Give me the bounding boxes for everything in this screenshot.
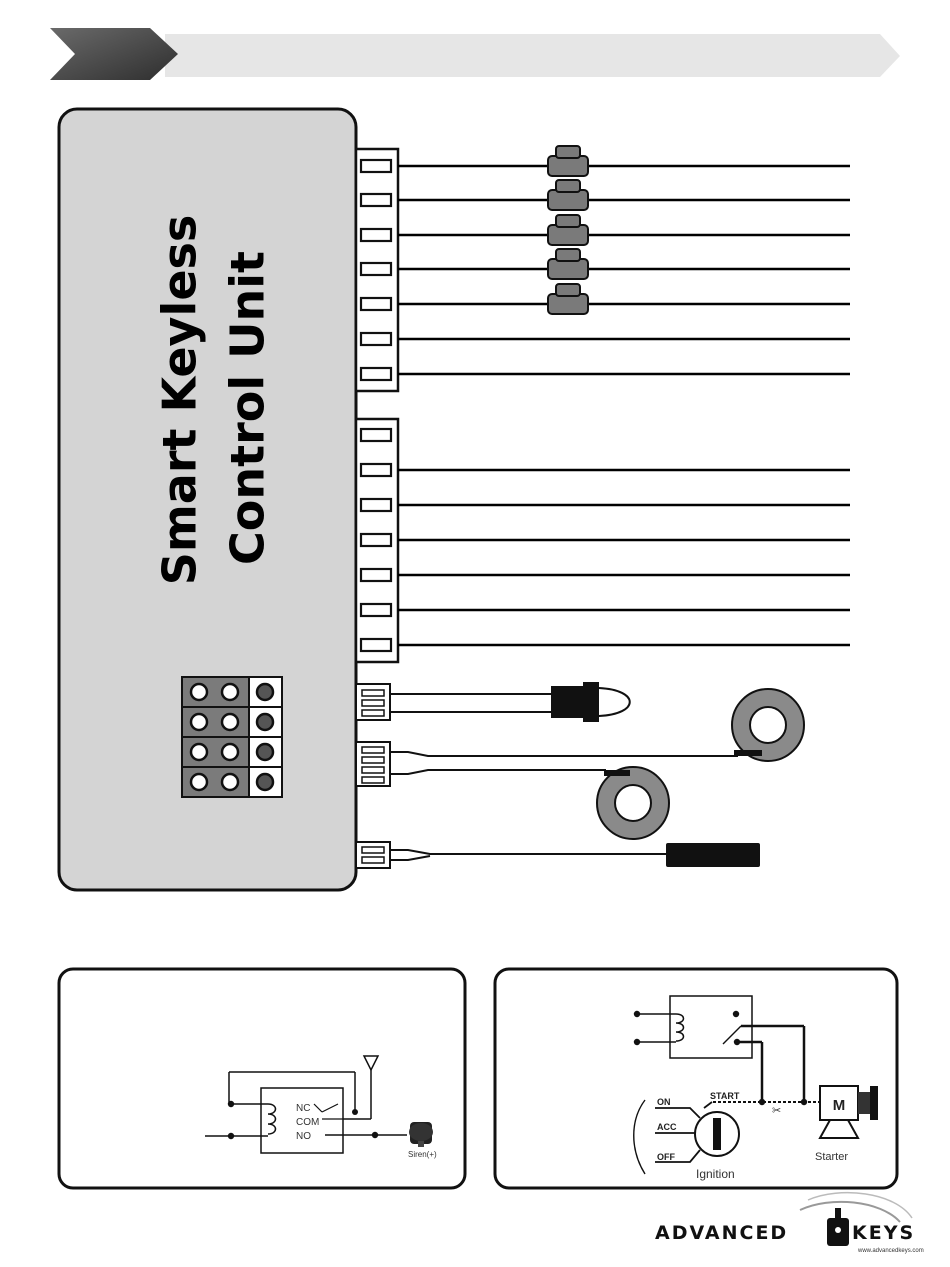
starter-label: Starter (815, 1151, 849, 1163)
ignition-on-label: ON (657, 1097, 671, 1107)
fuse-cap-icon (556, 284, 580, 296)
sensor-connector (356, 842, 760, 868)
siren-relay-panel (59, 969, 465, 1188)
dip-pin-icon (257, 684, 273, 700)
fuse-cap-icon (556, 215, 580, 227)
dip-pin-icon (222, 714, 238, 730)
contact-no-label: NO (296, 1131, 311, 1142)
dip-pin-icon (191, 714, 207, 730)
header-banner (50, 28, 900, 80)
ignition-label: Ignition (696, 1167, 735, 1181)
dip-pin-icon (191, 774, 207, 790)
dip-pin-icon (257, 774, 273, 790)
header-arrow-icon (50, 28, 178, 80)
logo-text-right: KEYS (852, 1222, 916, 1244)
connector-pin (361, 298, 391, 310)
connector-pin (361, 499, 391, 511)
fuse-cap-icon (556, 249, 580, 261)
header-banner-bar (165, 34, 900, 77)
contact-nc-label: NC (296, 1103, 311, 1114)
connector-pin (361, 604, 391, 616)
connector-pin (361, 333, 391, 345)
advanced-keys-logo (655, 1193, 924, 1254)
control-unit-title-line2: Control Unit (220, 250, 275, 566)
cut-marker-icon: ✂ (772, 1105, 782, 1117)
dip-pin-icon (257, 714, 273, 730)
dip-pin-icon (222, 744, 238, 760)
dip-pin-icon (222, 684, 238, 700)
connector-pin (361, 639, 391, 651)
inline-fuses (548, 146, 588, 314)
logo-text-left: ADVANCED (655, 1222, 789, 1244)
connector-pin (361, 160, 391, 172)
dip-pin-icon (257, 744, 273, 760)
siren-label: Siren(+) (408, 1150, 437, 1159)
connector-pin (361, 464, 391, 476)
motor-symbol: M (832, 1097, 846, 1114)
starter-relay-panel (495, 969, 897, 1188)
dip-switch-block (182, 677, 282, 797)
sensor-bar-icon (666, 843, 760, 867)
dip-pin-icon (191, 744, 207, 760)
connector-pin (361, 368, 391, 380)
connector-pin (361, 569, 391, 581)
wire-harness (398, 166, 850, 645)
control-unit-title-line1-group (153, 215, 207, 586)
connector-pin (361, 429, 391, 441)
connector-pin (361, 263, 391, 275)
led-lens-icon (599, 688, 630, 716)
ignition-acc-label: ACC (657, 1122, 677, 1132)
connector-pin (361, 194, 391, 206)
led-connector (356, 682, 630, 722)
fuse-cap-icon (556, 180, 580, 192)
connector-pin (361, 534, 391, 546)
logo-url: www.advancedkeys.com (858, 1248, 924, 1254)
siren-icon (409, 1122, 433, 1147)
contact-com-label: COM (296, 1117, 320, 1128)
control-unit (59, 109, 356, 890)
ignition-off-label: OFF (657, 1152, 675, 1162)
fuse-cap-icon (556, 146, 580, 158)
connector-pin (361, 229, 391, 241)
control-unit-title-line2-group (221, 251, 275, 565)
ignition-start-label: START (710, 1091, 740, 1101)
control-unit-title-line1: Smart Keyless (152, 214, 207, 586)
dip-pin-icon (191, 684, 207, 700)
dip-pin-icon (222, 774, 238, 790)
